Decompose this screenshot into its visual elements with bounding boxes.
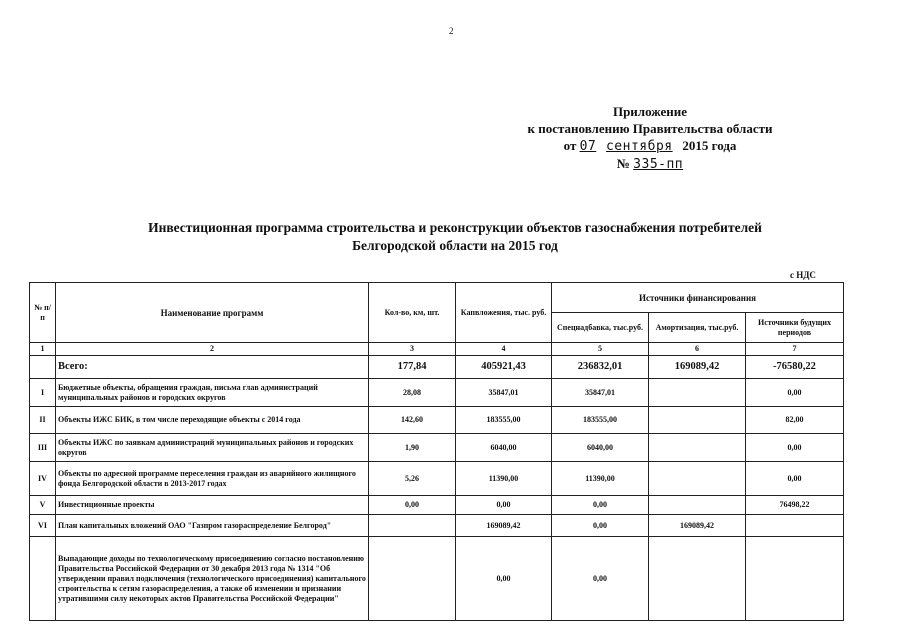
header-row-1 (30, 283, 844, 313)
row-name: Бюджетные объекты, обращения граждан, письма глав администраций муниципальных районов и городских округов (56, 379, 369, 407)
appendix-date (500, 137, 800, 155)
row-surcharge: 6040,00 (552, 434, 649, 462)
row-no: I (30, 379, 56, 407)
date-year: 2015 года (682, 138, 737, 153)
header-name: Наименование программ (56, 283, 369, 343)
table-row (30, 462, 844, 496)
header-no: № п/п (30, 283, 56, 343)
vat-note: с НДС (790, 270, 816, 280)
row-capex: 11390,00 (456, 462, 552, 496)
row-future: 76498,22 (746, 496, 844, 515)
column-number: 3 (369, 343, 456, 356)
row-surcharge: 0,00 (552, 537, 649, 621)
row-amort (649, 434, 746, 462)
column-number-row (30, 343, 844, 356)
header-capex: Капвложения, тыс. руб. (456, 283, 552, 343)
appendix-title: Приложение (612, 104, 688, 119)
row-surcharge: 11390,00 (552, 462, 649, 496)
row-capex: 6040,00 (456, 434, 552, 462)
date-day: 07 (579, 139, 597, 154)
number-prefix: № (616, 156, 630, 171)
row-future: 82,00 (746, 407, 844, 434)
row-amort (649, 462, 746, 496)
header-surcharge: Спецнадбавка, тыс.руб. (552, 313, 649, 343)
row-name: Инвестиционные проекты (56, 496, 369, 515)
column-number: 1 (30, 343, 56, 356)
row-no: V (30, 496, 56, 515)
column-number: 4 (456, 343, 552, 356)
appendix-number (500, 155, 800, 173)
row-no: VI (30, 515, 56, 537)
total-surcharge: 236832,01 (552, 356, 649, 379)
total-capex: 405921,43 (456, 356, 552, 379)
row-qty: 5,26 (369, 462, 456, 496)
row-qty (369, 515, 456, 537)
appendix-resolution: к постановлению Правительства области (527, 121, 773, 136)
header-sources: Источники финансирования (552, 283, 844, 313)
table-row (30, 379, 844, 407)
date-prefix: от (563, 138, 577, 153)
row-future: 0,00 (746, 379, 844, 407)
row-amort: 169089,42 (649, 515, 746, 537)
row-future (746, 515, 844, 537)
row-qty (369, 537, 456, 621)
row-surcharge: 0,00 (552, 496, 649, 515)
row-no: II (30, 407, 56, 434)
title-line-2: Белгородской области на 2015 год (352, 238, 558, 253)
total-qty: 177,84 (369, 356, 456, 379)
header-amort: Амортизация, тыс.руб. (649, 313, 746, 343)
total-future: -76580,22 (746, 356, 844, 379)
column-number: 2 (56, 343, 369, 356)
row-name: Объекты ИЖС по заявкам администраций муниципальных районов и городских округов (56, 434, 369, 462)
row-future (746, 537, 844, 621)
row-capex: 169089,42 (456, 515, 552, 537)
row-capex: 35847,01 (456, 379, 552, 407)
column-number: 7 (746, 343, 844, 356)
row-surcharge: 0,00 (552, 515, 649, 537)
date-month: сентября (605, 139, 673, 154)
row-qty: 0,00 (369, 496, 456, 515)
document-title (40, 219, 870, 255)
row-future: 0,00 (746, 434, 844, 462)
table-row (30, 496, 844, 515)
row-qty: 28,08 (369, 379, 456, 407)
row-capex: 0,00 (456, 537, 552, 621)
row-capex: 0,00 (456, 496, 552, 515)
row-no: IV (30, 462, 56, 496)
table-row (30, 407, 844, 434)
header-future: Источники будущих периодов (746, 313, 844, 343)
row-amort (649, 496, 746, 515)
row-name: План капитальных вложений ОАО "Газпром газораспределение Белгород" (56, 515, 369, 537)
row-qty: 142,60 (369, 407, 456, 434)
title-line-1: Инвестиционная программа строительства и реконструкции объектов газоснабжения потребителей (148, 220, 762, 235)
column-number: 6 (649, 343, 746, 356)
row-qty: 1,90 (369, 434, 456, 462)
row-amort (649, 407, 746, 434)
table-row (30, 434, 844, 462)
resolution-number: 335-пп (633, 157, 684, 172)
row-capex: 183555,00 (456, 407, 552, 434)
row-no: III (30, 434, 56, 462)
row-surcharge: 35847,01 (552, 379, 649, 407)
row-surcharge: 183555,00 (552, 407, 649, 434)
row-amort (649, 379, 746, 407)
row-amort (649, 537, 746, 621)
table-row (30, 515, 844, 537)
appendix-block (500, 103, 800, 173)
total-amort: 169089,42 (649, 356, 746, 379)
row-future: 0,00 (746, 462, 844, 496)
row-name: Объекты ИЖС БИК, в том числе переходящие объекты с 2014 года (56, 407, 369, 434)
header-qty: Кол-во, км, шт. (369, 283, 456, 343)
total-no (30, 356, 56, 379)
row-name: Объекты по адресной программе переселения граждан из аварийного жилищного фонда Белгородской области в 2013-2017 годах (56, 462, 369, 496)
page-number: 2 (449, 26, 454, 36)
investment-table (29, 282, 844, 621)
column-number: 5 (552, 343, 649, 356)
table-row (30, 537, 844, 621)
row-no (30, 537, 56, 621)
row-name: Выпадающие доходы по технологическому присоединению согласно постановлению Правительства Российской Федерации от 30 декабря 2013 года № 1314 "Об утверждении правил подключения (технологического присоединения) капитального строительства к сетям газораспределения, а также об изменении и признании утратившими силу некоторых актов Правительства Российской Федерации" (56, 537, 369, 621)
total-row (30, 356, 844, 379)
total-label: Всего: (56, 356, 369, 379)
